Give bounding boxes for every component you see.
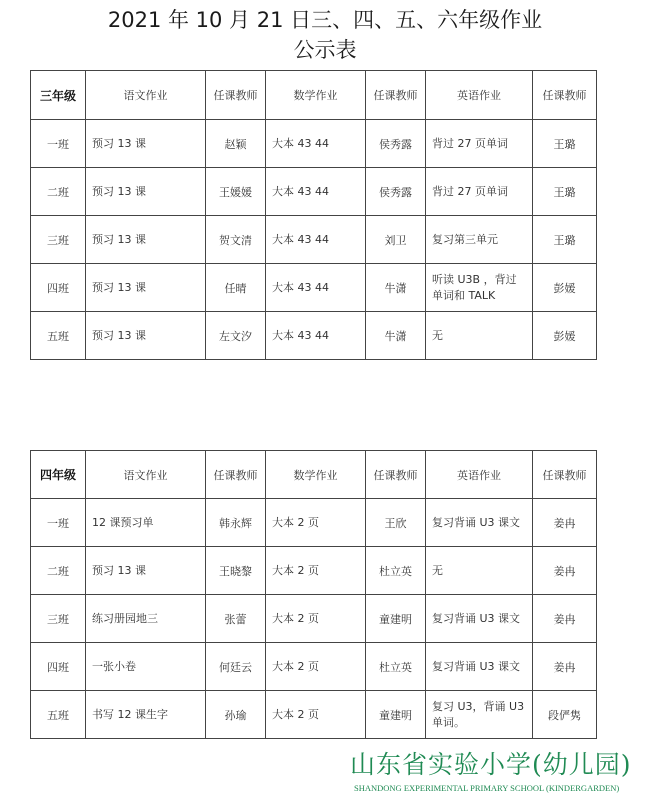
- class-name-cell: 四班: [31, 643, 86, 691]
- table-row: [31, 312, 597, 360]
- math-teacher-cell: 牛潇: [366, 264, 426, 312]
- english-homework-cell: 复习背诵 U3 课文: [426, 643, 533, 691]
- chinese-teacher-cell: 张蕾: [206, 595, 266, 643]
- chinese-homework-cell: 预习 13 课: [86, 216, 206, 264]
- math-homework-cell: 大本 43 44: [266, 312, 366, 360]
- math-teacher-cell: 杜立英: [366, 643, 426, 691]
- table-row: [31, 264, 597, 312]
- math-homework-cell: 大本 43 44: [266, 120, 366, 168]
- column-header-teacher: 任课教师: [366, 71, 426, 120]
- chinese-teacher-cell: 王晓黎: [206, 547, 266, 595]
- column-header-teacher: 任课教师: [206, 71, 266, 120]
- chinese-teacher-cell: 任晴: [206, 264, 266, 312]
- english-teacher-cell: 姜冉: [533, 547, 597, 595]
- chinese-teacher-cell: 贺文清: [206, 216, 266, 264]
- math-teacher-cell: 刘卫: [366, 216, 426, 264]
- math-homework-cell: 大本 43 44: [266, 168, 366, 216]
- math-homework-cell: 大本 2 页: [266, 691, 366, 739]
- english-homework-cell: 无: [426, 547, 533, 595]
- class-name-cell: 五班: [31, 691, 86, 739]
- class-name-cell: 五班: [31, 312, 86, 360]
- class-name-cell: 三班: [31, 595, 86, 643]
- english-homework-cell: 背过 27 页单词: [426, 168, 533, 216]
- grade-label: 四年级: [31, 451, 86, 499]
- chinese-teacher-cell: 韩永辉: [206, 499, 266, 547]
- chinese-teacher-cell: 何廷云: [206, 643, 266, 691]
- column-header-english: 英语作业: [426, 71, 533, 120]
- class-name-cell: 一班: [31, 120, 86, 168]
- table-header-row: [31, 71, 597, 120]
- grade3-homework-table: [30, 70, 597, 360]
- table-row: [31, 547, 597, 595]
- page-title: 2021 年 10 月 21 日三、四、五、六年级作业: [107, 8, 543, 32]
- column-header-math: 数学作业: [266, 451, 366, 499]
- column-header-chinese: 语文作业: [86, 71, 206, 120]
- table-row: [31, 643, 597, 691]
- table-row: [31, 691, 597, 739]
- class-name-cell: 四班: [31, 264, 86, 312]
- chinese-teacher-cell: 王媛媛: [206, 168, 266, 216]
- grade4-homework-table: [30, 450, 597, 739]
- column-header-teacher: 任课教师: [366, 451, 426, 499]
- english-homework-cell: 无: [426, 312, 533, 360]
- column-header-teacher: 任课教师: [206, 451, 266, 499]
- english-homework-cell: 复习背诵 U3 课文: [426, 595, 533, 643]
- math-homework-cell: 大本 2 页: [266, 595, 366, 643]
- english-teacher-cell: 姜冉: [533, 595, 597, 643]
- chinese-homework-cell: 一张小卷: [86, 643, 206, 691]
- chinese-homework-cell: 预习 13 课: [86, 168, 206, 216]
- chinese-teacher-cell: 赵颖: [206, 120, 266, 168]
- chinese-homework-cell: 练习册园地三: [86, 595, 206, 643]
- english-homework-cell: 听读 U3B ，背过单词和 TALK: [426, 264, 533, 312]
- table-row: [31, 168, 597, 216]
- chinese-homework-cell: 12 课预习单: [86, 499, 206, 547]
- english-homework-cell: 复习背诵 U3 课文: [426, 499, 533, 547]
- column-header-chinese: 语文作业: [86, 451, 206, 499]
- column-header-english: 英语作业: [426, 451, 533, 499]
- class-name-cell: 三班: [31, 216, 86, 264]
- class-name-cell: 一班: [31, 499, 86, 547]
- math-teacher-cell: 牛潇: [366, 312, 426, 360]
- table-header-row: [31, 451, 597, 499]
- math-homework-cell: 大本 2 页: [266, 499, 366, 547]
- math-teacher-cell: 童建明: [366, 595, 426, 643]
- math-teacher-cell: 侯秀露: [366, 168, 426, 216]
- english-teacher-cell: 彭媛: [533, 312, 597, 360]
- class-name-cell: 二班: [31, 547, 86, 595]
- chinese-teacher-cell: 孙瑜: [206, 691, 266, 739]
- math-teacher-cell: 王欣: [366, 499, 426, 547]
- english-homework-cell: 背过 27 页单词: [426, 120, 533, 168]
- column-header-math: 数学作业: [266, 71, 366, 120]
- english-teacher-cell: 王璐: [533, 216, 597, 264]
- math-teacher-cell: 童建明: [366, 691, 426, 739]
- english-teacher-cell: 段俨隽: [533, 691, 597, 739]
- chinese-teacher-cell: 左文汐: [206, 312, 266, 360]
- column-header-teacher: 任课教师: [533, 451, 597, 499]
- table-row: [31, 216, 597, 264]
- english-teacher-cell: 王璐: [533, 168, 597, 216]
- table-row: [31, 120, 597, 168]
- page-subtitle: 公示表: [293, 38, 357, 62]
- math-homework-cell: 大本 2 页: [266, 643, 366, 691]
- chinese-homework-cell: 书写 12 课生字: [86, 691, 206, 739]
- grade-label: 三年级: [31, 71, 86, 120]
- chinese-homework-cell: 预习 13 课: [86, 120, 206, 168]
- column-header-teacher: 任课教师: [533, 71, 597, 120]
- chinese-homework-cell: 预习 13 课: [86, 547, 206, 595]
- school-logo-english-name: SHANDONG EXPERIMENTAL PRIMARY SCHOOL (KINDERGARDEN): [354, 783, 620, 793]
- math-homework-cell: 大本 43 44: [266, 216, 366, 264]
- class-name-cell: 二班: [31, 168, 86, 216]
- table-row: [31, 499, 597, 547]
- english-teacher-cell: 姜冉: [533, 643, 597, 691]
- english-homework-cell: 复习第三单元: [426, 216, 533, 264]
- chinese-homework-cell: 预习 13 课: [86, 312, 206, 360]
- table-row: [31, 595, 597, 643]
- math-homework-cell: 大本 2 页: [266, 547, 366, 595]
- math-teacher-cell: 侯秀露: [366, 120, 426, 168]
- school-logo-watermark: [350, 750, 646, 796]
- english-teacher-cell: 姜冉: [533, 499, 597, 547]
- math-homework-cell: 大本 43 44: [266, 264, 366, 312]
- english-homework-cell: 复习 U3，背诵 U3 单词。: [426, 691, 533, 739]
- english-teacher-cell: 王璐: [533, 120, 597, 168]
- english-teacher-cell: 彭媛: [533, 264, 597, 312]
- math-teacher-cell: 杜立英: [366, 547, 426, 595]
- school-logo-chinese-name: 山东省实验小学(幼儿园): [350, 750, 632, 779]
- chinese-homework-cell: 预习 13 课: [86, 264, 206, 312]
